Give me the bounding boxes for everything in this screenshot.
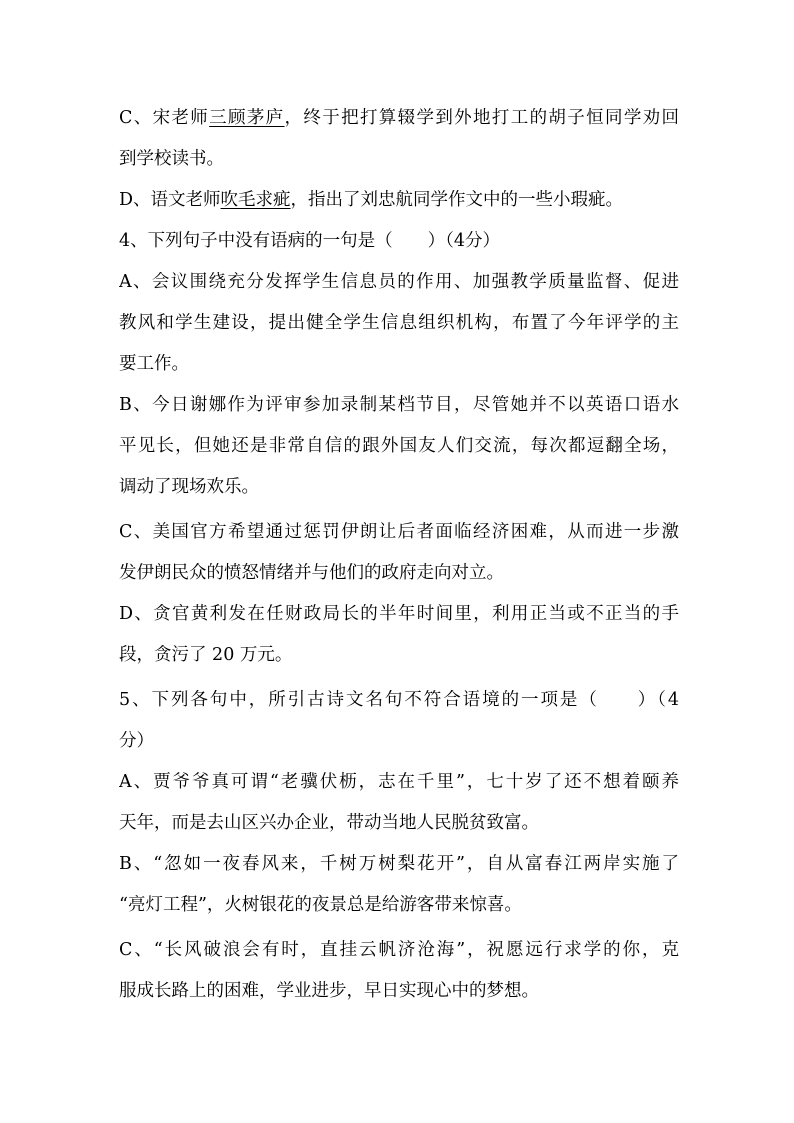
q4-option-c-line-2: 发伊朗民众的愤怒情绪并与他们的政府走向对立。 [119,563,504,583]
q4-option-c-line-1: C、美国官方希望通过惩罚伊朗让后者面临经济困难，从而进一步激 [119,522,679,542]
q4-option-d-line-2: 段，贪污了 20 万元。 [119,645,293,665]
q4-option-b-line-1: B、今日谢娜作为评审参加录制某档节目，尽管她并不以英语口语水 [119,395,679,415]
option-c-line-1: C、宋老师三顾茅庐，终于把打算辍学到外地打工的胡子恒同学劝回 [119,108,679,128]
option-c-line-2: 到学校读书。 [119,149,224,169]
q5-option-c-line-1: C、“长风破浪会有时，直挂云帆济沧海”，祝愿远行求学的你，克 [119,940,679,960]
question-5-stem-line-1: 5、下列各句中，所引古诗文名句不符合语境的一项是（ ）（4 [119,690,679,710]
q5-option-b-line-1: B、“忽如一夜春风来，千树万树梨花开”，自从富春江两岸实施了 [119,854,679,874]
q5-option-b-line-2: “亮灯工程”，火树银花的夜景总是给游客带来惊喜。 [119,895,522,915]
q5-option-a-line-1: A、贾爷爷真可谓“老骥伏枥，志在千里”，七十岁了还不想着颐养 [119,772,679,792]
q5-option-a-line-2: 天年，而是去山区兴办企业，带动当地人民脱贫致富。 [119,813,539,833]
q4-option-a-line-2: 教风和学生建设，提出健全学生信息组织机构，布置了今年评学的主 [119,313,679,333]
q4-option-d-line-1: D、贪官黄利发在任财政局长的半年时间里，利用正当或不正当的手 [119,604,679,624]
q4-option-b-line-2: 平见长，但她还是非常自信的跟外国友人们交流，每次都逗翻全场， [119,436,679,456]
underlined-idiom: 三顾茅庐 [209,108,285,128]
question-5-stem-line-2: 分） [119,731,154,751]
q5-option-c-line-2: 服成长路上的困难，学业进步，早日实现心中的梦想。 [119,981,539,1001]
option-d-line: D、语文老师吹毛求疵，指出了刘忠航同学作文中的一些小瑕疵。 [119,190,624,210]
question-4-stem: 4、下列句子中没有语病的一句是（ ）（4分） [119,231,501,251]
underlined-idiom: 吹毛求疵 [220,190,291,210]
q4-option-a-line-1: A、会议围绕充分发挥学生信息员的作用、加强教学质量监督、促进 [119,272,679,292]
q4-option-a-line-3: 要工作。 [119,354,189,374]
q4-option-b-line-3: 调动了现场欢乐。 [119,477,259,497]
